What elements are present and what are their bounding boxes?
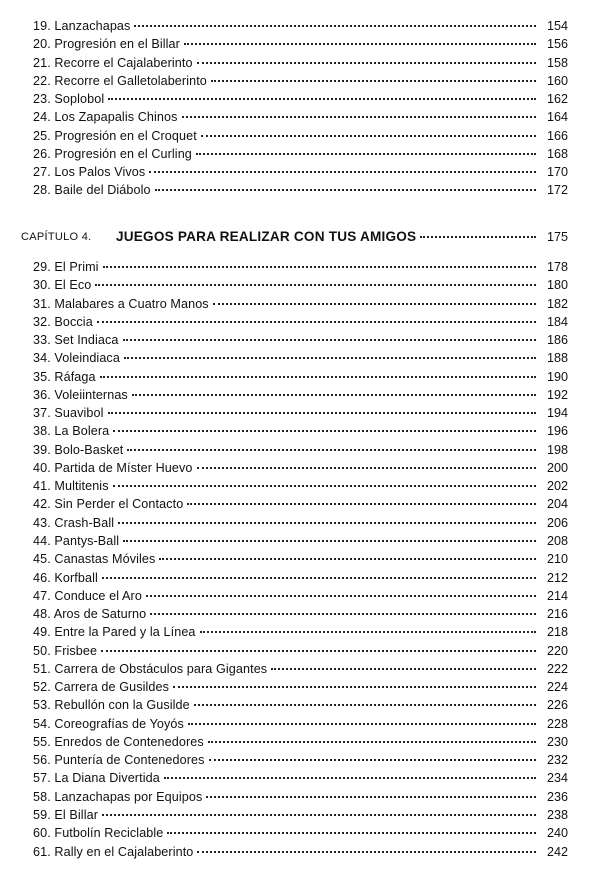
toc-entry-label: 33. Set Indiaca	[33, 333, 119, 348]
dot-leader	[150, 613, 536, 615]
toc-entry	[0, 569, 600, 587]
toc-entry	[0, 459, 600, 477]
toc-entry-label: 54. Coreografías de Yoyós	[33, 716, 184, 731]
toc-entry	[0, 550, 600, 568]
toc-entry-label: 55. Enredos de Contenedores	[33, 734, 204, 749]
dot-leader	[118, 522, 536, 524]
toc-entry-title-row	[33, 623, 536, 641]
toc-entry-label: 23. Soplobol	[33, 92, 105, 107]
toc-entry-title-row	[33, 587, 536, 605]
toc-entry-page-number: 184	[546, 314, 568, 329]
toc-list-top	[0, 17, 600, 200]
dot-leader	[95, 284, 536, 286]
toc-entry	[0, 532, 600, 550]
toc-entry-title-row	[33, 276, 536, 294]
toc-entry-label: 29. El Primi	[33, 260, 99, 274]
toc-entry-page-number: 204	[546, 497, 568, 512]
toc-entry-label: 35. Ráfaga	[33, 369, 96, 384]
toc-entry-title-row	[33, 163, 536, 181]
toc-entry-label: 26. Progresión en el Curling	[33, 146, 192, 161]
toc-entry	[0, 54, 600, 72]
toc-entry-label: 51. Carrera de Obstáculos para Gigantes	[33, 661, 268, 676]
toc-entry-label: 36. Voleiinternas	[33, 387, 128, 402]
toc-entry	[0, 605, 600, 623]
dot-leader	[146, 595, 536, 597]
toc-entry-page-number: 178	[546, 260, 568, 274]
toc-entry-label: 25. Progresión en el Croquet	[33, 128, 197, 143]
toc-entry	[0, 441, 600, 459]
toc-entry	[0, 386, 600, 404]
dot-leader	[208, 741, 536, 743]
toc-entry-label: 28. Baile del Diábolo	[33, 183, 151, 198]
toc-entry	[0, 514, 600, 532]
dot-leader	[201, 135, 536, 137]
toc-entry-label: 42. Sin Perder el Contacto	[33, 497, 184, 512]
toc-entry-page-number: 168	[546, 146, 568, 161]
dot-leader	[182, 116, 536, 118]
toc-entry-label: 52. Carrera de Gusildes	[33, 680, 169, 695]
toc-entry-title-row	[33, 349, 536, 367]
toc-entry-page-number: 236	[546, 789, 568, 804]
toc-entry-title-row	[33, 181, 536, 199]
toc-entry-title-row	[33, 751, 536, 769]
toc-entry	[0, 72, 600, 90]
dot-leader	[159, 558, 536, 560]
toc-entry-title-row	[33, 404, 536, 422]
toc-entry-title-row	[33, 495, 536, 513]
toc-entry-label: 20. Progresión en el Billar	[33, 37, 180, 52]
toc-entry-title-row	[33, 569, 536, 587]
toc-entry-label: 50. Frisbee	[33, 643, 98, 658]
toc-entry-title-row	[33, 459, 536, 477]
toc-entry-title-row	[33, 769, 536, 787]
toc-entry-label: 40. Partida de Míster Huevo	[33, 460, 193, 475]
toc-entry-title-row	[33, 642, 536, 660]
dot-leader	[124, 357, 536, 359]
toc-entry-label: 21. Recorre el Cajalaberinto	[33, 55, 193, 70]
toc-entry-title-row	[33, 532, 536, 550]
toc-entry-title-row	[33, 295, 536, 313]
chapter-page-number: 175	[546, 230, 568, 244]
toc-entry-page-number: 224	[546, 680, 568, 695]
dot-leader	[206, 796, 536, 798]
toc-entry-title-row	[33, 605, 536, 623]
toc-entry-title-row	[33, 660, 536, 678]
toc-entry-title-row	[33, 331, 536, 349]
dot-leader	[173, 686, 536, 688]
toc-entry-page-number: 198	[546, 442, 568, 457]
toc-entry-label: 34. Voleindiaca	[33, 351, 120, 366]
chapter-title: JUEGOS PARA REALIZAR CON TUS AMIGOS	[116, 229, 417, 244]
dot-leader	[108, 98, 536, 100]
dot-leader	[184, 43, 536, 45]
dot-leader	[134, 25, 536, 27]
toc-entry	[0, 258, 600, 276]
toc-entry-page-number: 232	[546, 753, 568, 768]
toc-entry	[0, 127, 600, 145]
toc-entry-page-number: 166	[546, 128, 568, 143]
dot-leader	[164, 777, 536, 779]
toc-entry-label: 56. Puntería de Contenedores	[33, 753, 205, 768]
toc-entry-page-number: 212	[546, 570, 568, 585]
toc-entry-label: 59. El Billar	[33, 807, 98, 822]
dot-leader	[102, 814, 536, 816]
toc-entry-title-row	[33, 368, 536, 386]
toc-entry	[0, 145, 600, 163]
toc-entry	[0, 163, 600, 181]
toc-entry	[0, 587, 600, 605]
toc-entry	[0, 276, 600, 294]
dot-leader	[167, 832, 536, 834]
toc-entry-label: 41. Multitenis	[33, 479, 109, 494]
toc-entry	[0, 660, 600, 678]
toc-entry-title-row	[33, 715, 536, 733]
toc-entry	[0, 368, 600, 386]
toc-entry-page-number: 210	[546, 552, 568, 567]
toc-entry-page-number: 228	[546, 716, 568, 731]
toc-entry	[0, 295, 600, 313]
toc-entry-label: 31. Malabares a Cuatro Manos	[33, 296, 209, 311]
toc-entry	[0, 769, 600, 787]
toc-entry-label: 32. Boccia	[33, 314, 93, 329]
toc-entry-title-row	[33, 733, 536, 751]
toc-entry-title-row	[33, 108, 536, 126]
dot-leader	[113, 430, 536, 432]
toc-entry-page-number: 234	[546, 771, 568, 786]
toc-entry-page-number: 222	[546, 661, 568, 676]
toc-entry-page-number: 154	[546, 19, 568, 33]
toc-entry-page-number: 216	[546, 607, 568, 622]
toc-entry-title-row	[33, 550, 536, 568]
toc-entry-page-number: 162	[546, 92, 568, 107]
toc-entry	[0, 495, 600, 513]
dot-leader	[101, 650, 536, 652]
toc-entry	[0, 715, 600, 733]
toc-entry-page-number: 180	[546, 278, 568, 293]
toc-entry-title-row	[33, 127, 536, 145]
toc-entry-title-row	[33, 17, 536, 35]
toc-entry	[0, 181, 600, 199]
toc-entry-page-number: 202	[546, 479, 568, 494]
dot-leader	[127, 449, 536, 451]
toc-entry-label: 57. La Diana Divertida	[33, 771, 160, 786]
dot-leader	[188, 723, 536, 725]
toc-entry-page-number: 238	[546, 807, 568, 822]
dot-leader	[103, 266, 536, 268]
toc-entry-title-row	[33, 843, 536, 861]
toc-entry	[0, 806, 600, 824]
toc-entry	[0, 751, 600, 769]
toc-entry-page-number: 164	[546, 110, 568, 125]
toc-entry-title-row	[33, 441, 536, 459]
toc-entry-page-number: 192	[546, 387, 568, 402]
toc-entry-label: 60. Futbolín Reciclable	[33, 826, 164, 841]
dot-leader	[97, 321, 536, 323]
toc-entry	[0, 90, 600, 108]
toc-entry	[0, 422, 600, 440]
toc-entry-label: 22. Recorre el Galletolaberinto	[33, 73, 207, 88]
dot-leader	[187, 503, 536, 505]
toc-entry-page-number: 208	[546, 533, 568, 548]
toc-entry-label: 47. Conduce el Aro	[33, 588, 142, 603]
toc-entry-label: 61. Rally en el Cajalaberinto	[33, 844, 194, 859]
toc-entry	[0, 349, 600, 367]
toc-entry	[0, 678, 600, 696]
toc-entry	[0, 35, 600, 53]
toc-entry	[0, 824, 600, 842]
toc-entry-page-number: 220	[546, 643, 568, 658]
toc-entry	[0, 331, 600, 349]
toc-entry-title-row	[33, 788, 536, 806]
toc-entry-title-row	[33, 313, 536, 331]
toc-entry-title-row	[33, 72, 536, 90]
toc-entry-page-number: 182	[546, 296, 568, 311]
toc-entry	[0, 404, 600, 422]
toc-entry-label: 24. Los Zapapalis Chinos	[33, 110, 178, 125]
dot-leader	[123, 339, 536, 341]
toc-entry-page-number: 200	[546, 460, 568, 475]
toc-entry-page-number: 226	[546, 698, 568, 713]
toc-entry	[0, 733, 600, 751]
toc-entry-title-row	[33, 386, 536, 404]
toc-entry-title-row	[33, 806, 536, 824]
dot-leader	[155, 189, 536, 191]
toc-entry-page-number: 172	[546, 183, 568, 198]
toc-entry-page-number: 160	[546, 73, 568, 88]
toc-entry-page-number: 156	[546, 37, 568, 52]
dot-leader	[113, 485, 536, 487]
chapter-heading	[0, 227, 600, 247]
toc-entry	[0, 477, 600, 495]
toc-entry-title-row	[33, 35, 536, 53]
toc-entry-title-row	[33, 678, 536, 696]
dot-leader	[209, 759, 536, 761]
toc-entry	[0, 313, 600, 331]
toc-entry-page-number: 158	[546, 55, 568, 70]
toc-entry-title-row	[33, 90, 536, 108]
toc-entry-label: 49. Entre la Pared y la Línea	[33, 625, 196, 640]
dot-leader	[123, 540, 536, 542]
dot-leader	[200, 631, 536, 633]
toc-entry-label: 58. Lanzachapas por Equipos	[33, 789, 203, 804]
toc-entry-label: 53. Rebullón con la Gusilde	[33, 698, 190, 713]
dot-leader	[211, 80, 536, 82]
toc-entry-page-number: 230	[546, 734, 568, 749]
toc-entry-page-number: 190	[546, 369, 568, 384]
dot-leader	[194, 704, 536, 706]
toc-entry-label: 37. Suavibol	[33, 406, 104, 421]
toc-entry-label: 19. Lanzachapas	[33, 19, 131, 33]
toc-entry-label: 48. Aros de Saturno	[33, 607, 147, 622]
dot-leader	[196, 153, 536, 155]
toc-entry-title-row	[33, 422, 536, 440]
toc-entry-label: 44. Pantys-Ball	[33, 533, 120, 548]
toc-entry-page-number: 196	[546, 424, 568, 439]
toc-entry-page-number: 186	[546, 333, 568, 348]
toc-entry-label: 30. El Eco	[33, 278, 92, 293]
toc-entry-page-number: 218	[546, 625, 568, 640]
dot-leader	[271, 668, 536, 670]
toc-entry-label: 39. Bolo-Basket	[33, 442, 124, 457]
toc-entry-title-row	[33, 477, 536, 495]
dot-leader	[132, 394, 536, 396]
toc-entry	[0, 642, 600, 660]
toc-entry-label: 38. La Bolera	[33, 424, 110, 439]
dot-leader	[149, 171, 536, 173]
dot-leader	[213, 303, 536, 305]
toc-entry-page-number: 242	[546, 844, 568, 859]
toc-entry-title-row	[33, 696, 536, 714]
toc-entry-page-number: 206	[546, 515, 568, 530]
chapter-title-row	[116, 227, 536, 247]
toc-entry	[0, 843, 600, 861]
toc-entry-title-row	[33, 258, 536, 276]
toc-entry-title-row	[33, 145, 536, 163]
dot-leader	[197, 62, 536, 64]
dot-leader	[197, 467, 536, 469]
toc-entry-page-number: 240	[546, 826, 568, 841]
dot-leader	[102, 577, 536, 579]
toc-entry-label: 46. Korfball	[33, 570, 98, 585]
toc-entry-page-number: 214	[546, 588, 568, 603]
toc-entry-title-row	[33, 514, 536, 532]
dot-leader	[197, 851, 536, 853]
toc-entry-page-number: 170	[546, 165, 568, 180]
toc-entry-label: 27. Los Palos Vivos	[33, 165, 146, 180]
toc-entry-title-row	[33, 54, 536, 72]
toc-list-bottom	[0, 258, 600, 861]
chapter-prefix: CAPÍTULO 4.	[21, 231, 92, 243]
toc-entry-title-row	[33, 824, 536, 842]
dot-leader	[100, 376, 536, 378]
toc-entry-label: 45. Canastas Móviles	[33, 552, 156, 567]
dot-leader	[420, 236, 536, 238]
toc-entry-page-number: 188	[546, 351, 568, 366]
dot-leader	[108, 412, 536, 414]
toc-entry	[0, 788, 600, 806]
toc-entry	[0, 623, 600, 641]
toc-entry	[0, 17, 600, 35]
toc-entry-label: 43. Crash-Ball	[33, 515, 115, 530]
toc-entry-page-number: 194	[546, 406, 568, 421]
toc-entry	[0, 108, 600, 126]
toc-entry	[0, 696, 600, 714]
